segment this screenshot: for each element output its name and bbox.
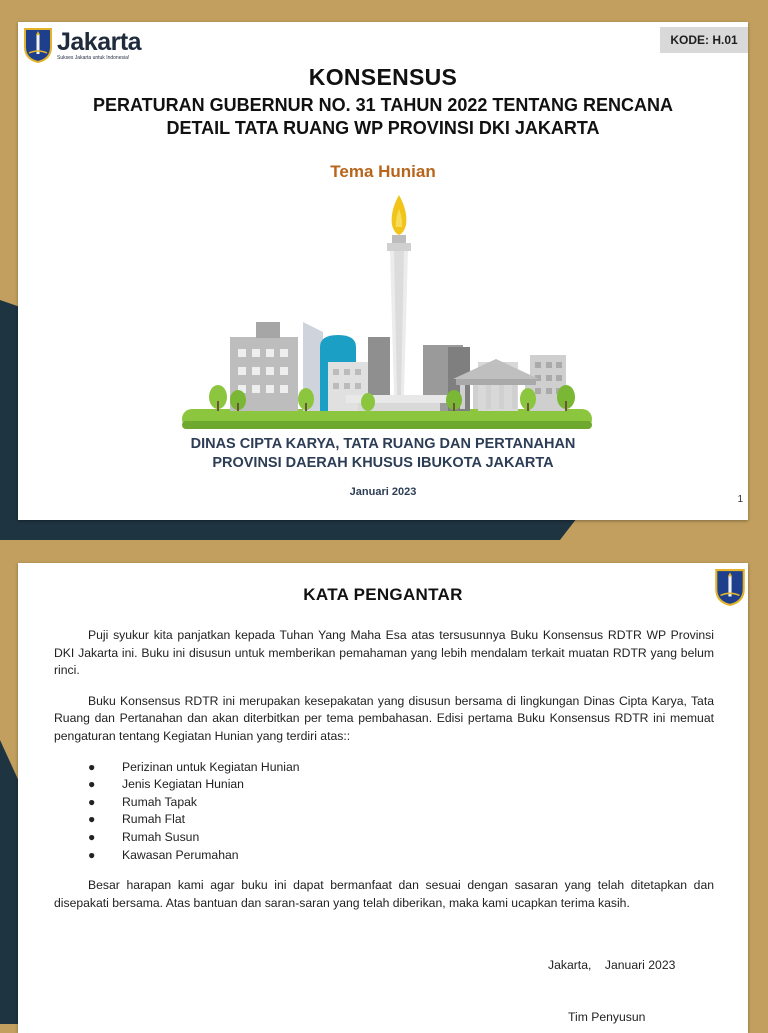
org-line-2: PROVINSI DAERAH KHUSUS IBUKOTA JAKARTA [212, 455, 554, 471]
paragraph-3: Besar harapan kami agar buku ini dapat bermanfaat dan sesuai dengan sasaran yang telah ditetapkan dan disepakati bersama. Atas bantuan dan saran-saran yang telah diberikan, maka kami ucapkan terima kasih. [54, 878, 714, 910]
bullet-icon: ● [88, 794, 96, 809]
topic-list [54, 759, 714, 865]
list-item: ● Rumah Flat [88, 811, 714, 829]
signature-team: Tim Penyusun [568, 1010, 646, 1024]
cover-slide [18, 22, 748, 520]
signature-city: Jakarta, [548, 958, 592, 972]
foreword-body [54, 627, 714, 925]
tema-label: Tema Hunian [330, 162, 436, 181]
bullet-icon: ● [88, 812, 96, 827]
foreword-slide [18, 563, 748, 1033]
signature-date [548, 958, 675, 972]
foreword-heading: KATA PENGANTAR [303, 585, 463, 604]
org-line-1: DINAS CIPTA KARYA, TATA RUANG DAN PERTANAHAN [190, 436, 576, 452]
monas-city-skyline-icon [178, 187, 598, 432]
bullet-icon: ● [88, 777, 96, 792]
bullet-icon: ● [88, 847, 96, 862]
cover-title: KONSENSUS [308, 64, 458, 90]
paragraph-1: Puji syukur kita panjatkan kepada Tuhan Yang Maha Esa atas tersusunnya Buku Konsensus RDTR WP Provinsi DKI Jakarta ini. Buku ini disusun untuk memberikan pemahaman yang lebih mendalam terkait muatan RDTR yang belum rinci. [54, 628, 714, 678]
cover-date: Januari 2023 [349, 486, 417, 498]
jakarta-logo [23, 27, 141, 63]
paragraph-2: Buku Konsensus RDTR ini merupakan kesepakatan yang disusun bersama di lingkungan Dinas Cipta Karya, Tata Ruang dan Pertanahan dan akan diterbitkan per tema pembahasan. Edisi pertama Buku Konsensus RDTR ini memuat pengaturan tentang Kegiatan Hunian yang terdiri atas:: [54, 693, 714, 743]
list-item: ● Jenis Kegiatan Hunian [88, 776, 714, 794]
list-item: ● Rumah Susun [88, 829, 714, 847]
subtitle-line-1: PERATURAN GUBERNUR NO. 31 TAHUN 2022 TENTANG RENCANA [92, 95, 674, 115]
kode-badge: KODE: H.01 [660, 27, 748, 53]
signature-month: Januari 2023 [604, 958, 676, 972]
subtitle-line-2: DETAIL TATA RUANG WP PROVINSI DKI JAKARTA [166, 118, 600, 138]
organization-name [18, 435, 748, 473]
page-number: 1 [737, 494, 743, 505]
bullet-icon: ● [88, 829, 96, 844]
bullet-icon: ● [88, 759, 96, 774]
logo-wordmark: Jakarta [57, 28, 142, 56]
cover-subtitle [38, 94, 728, 140]
list-item: ● Perizinan untuk Kegiatan Hunian [88, 759, 714, 777]
dki-emblem-icon [23, 27, 53, 63]
list-item: ● Kawasan Perumahan [88, 847, 714, 865]
logo-tagline: Sukses Jakarta untuk Indonesia! [57, 55, 130, 61]
list-item: ● Rumah Tapak [88, 794, 714, 812]
